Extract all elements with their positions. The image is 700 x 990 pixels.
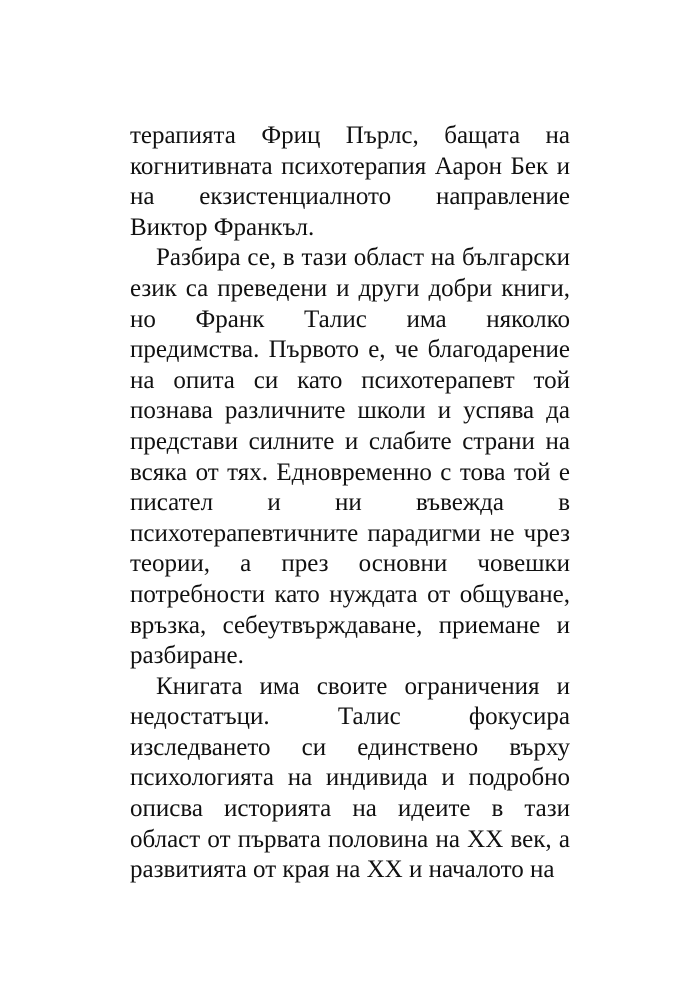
paragraph-limitations: Книгата има своите ограничения и недостатъци. Талис фокусира изследването си единствено върху психологията на индивида и подробно описва историята на идеите в тази област от първата половина на XX век, а развитията от края на XX и началото на <box>130 672 570 884</box>
body-text <box>130 121 570 886</box>
paragraph-continuation: терапията Фриц Пърлс, бащата на когнитивната психотерапия Аарон Бек и на екзистенциалното направление Виктор Франкъл. <box>130 122 570 241</box>
paragraph-advantages: Разбира се, в тази област на български език са преведени и други добри книги, но Франк Талис има няколко предимства. Първото е, че благодарение на опита си като психотерапевт той познава различните школи и успява да представи силните и слабите страни на всяка от тях. Едновременно с това той е писател и ни въвежда в психотерапевтичните парадигми не чрез теории, а през основни човешки потребности като нуждата от общуване, връзка, себеутвърждаване, приемане и разбиране. <box>130 244 570 670</box>
